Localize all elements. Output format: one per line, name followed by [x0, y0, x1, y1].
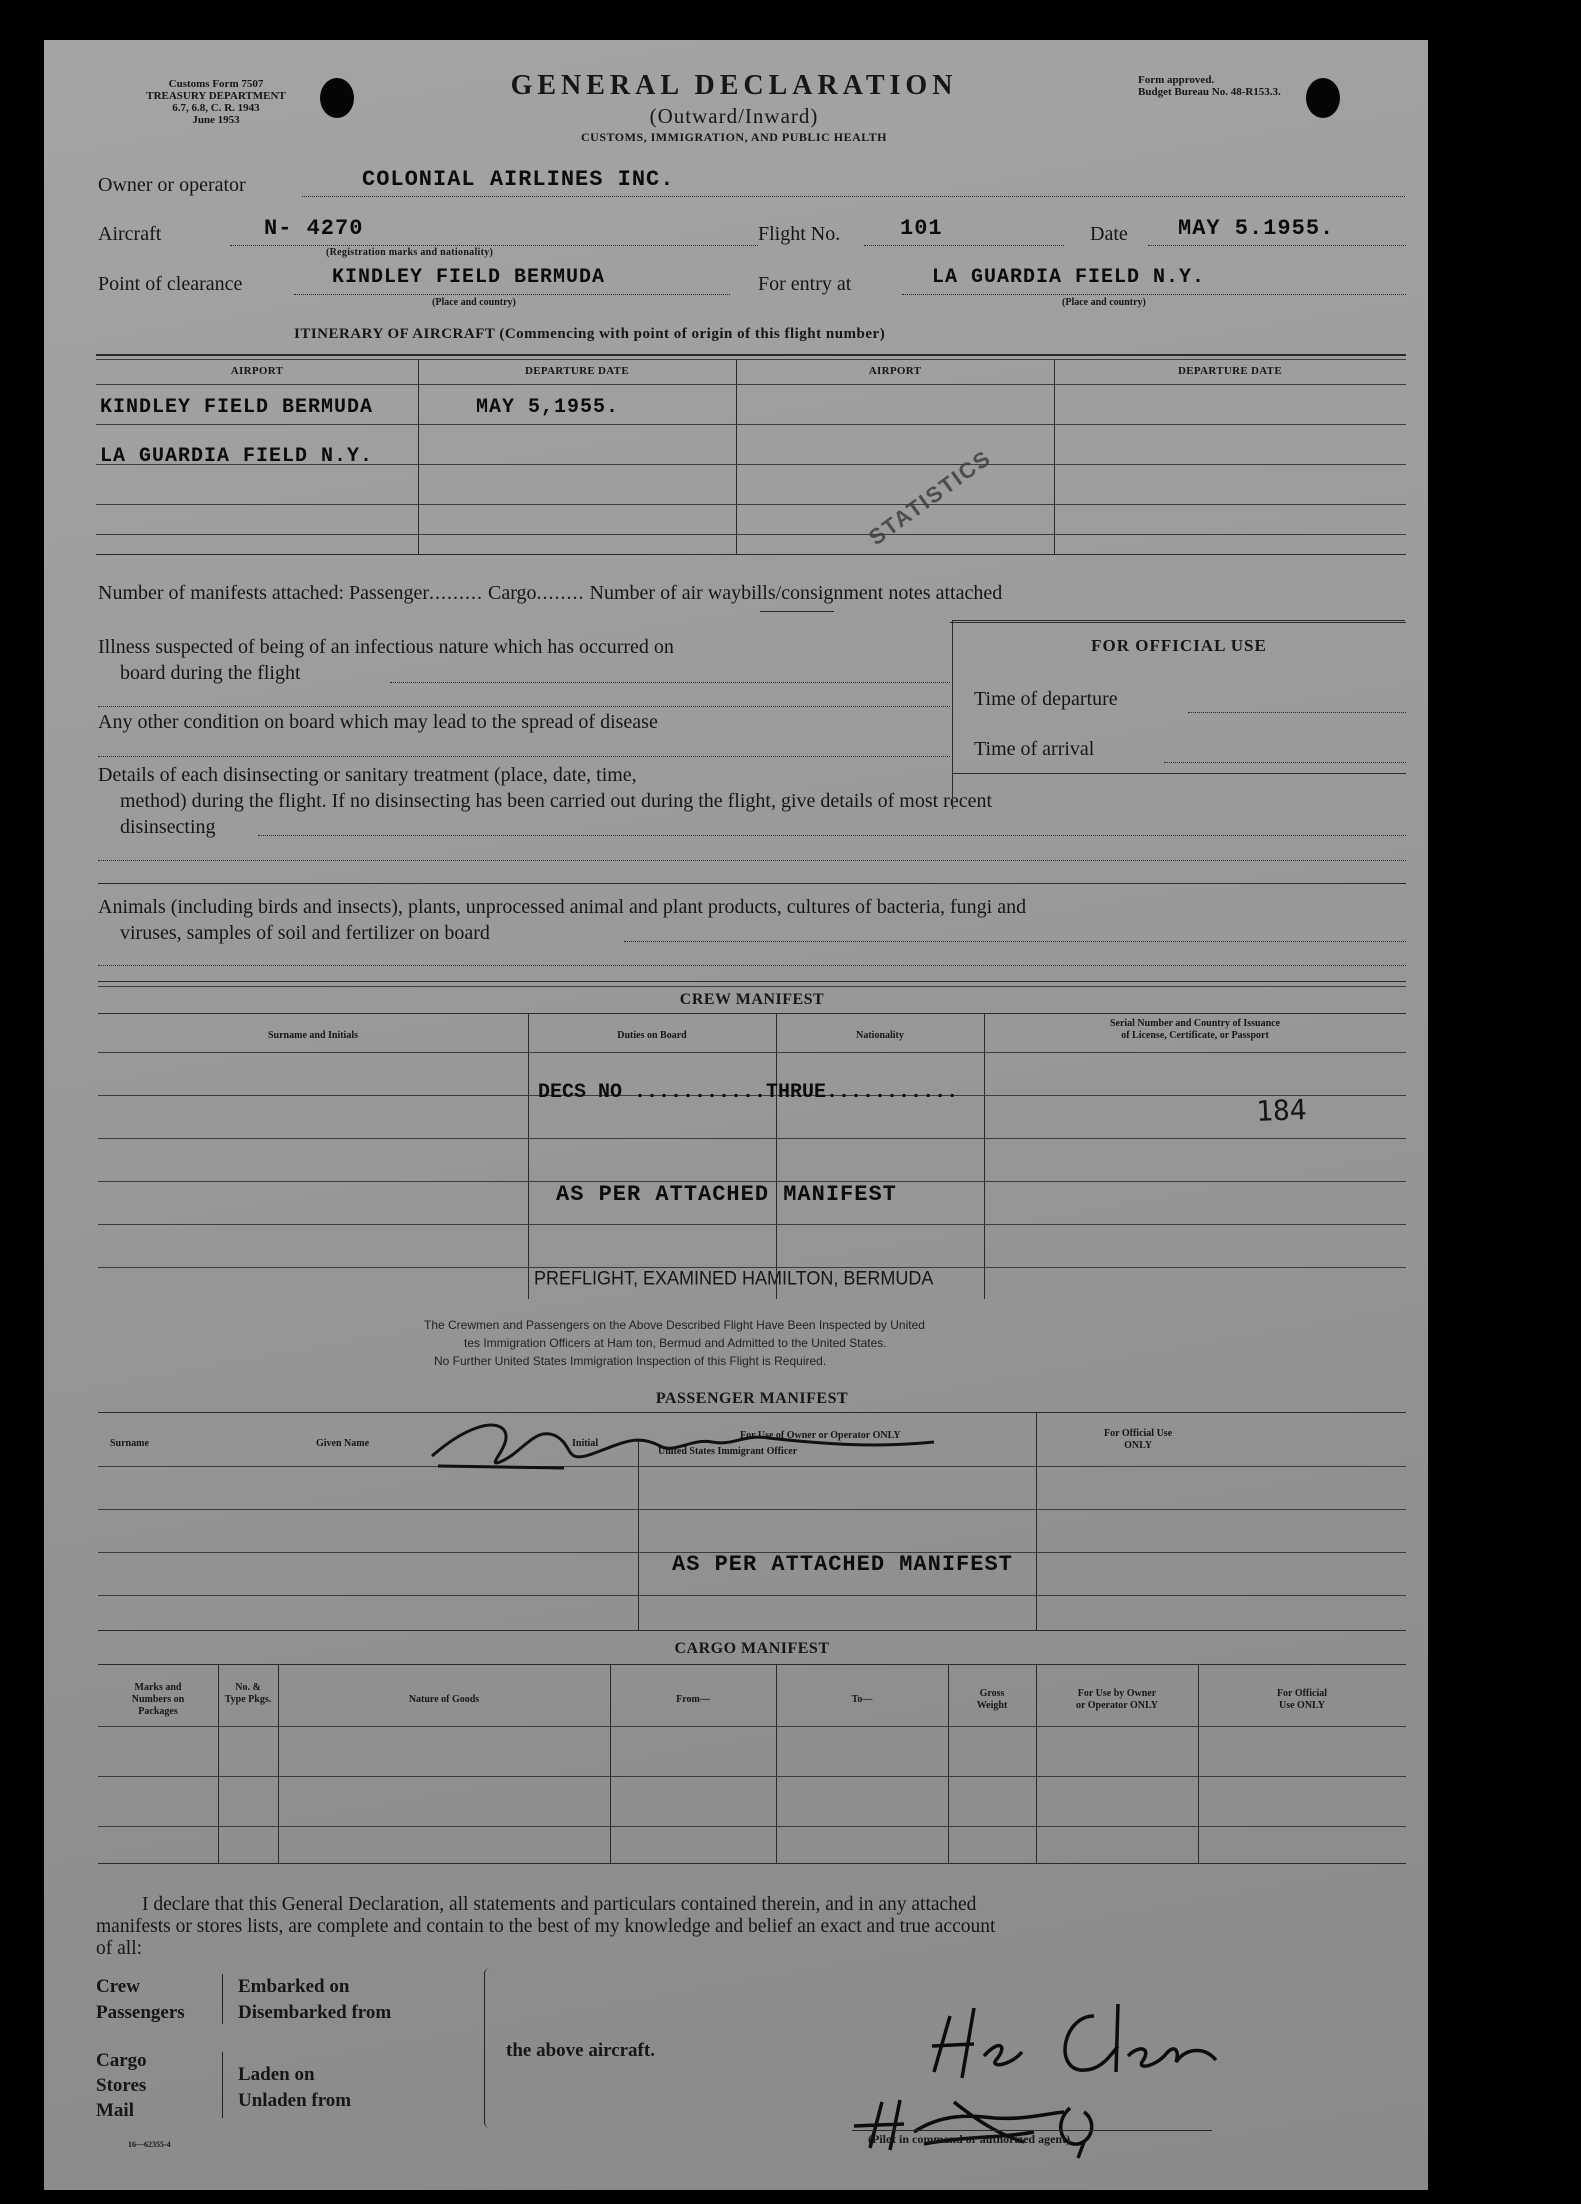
- disinsecting-label: Details of each disinsecting or sanitary treatment (place, date, time, method) during the flight. If no disinsecting has been carried out during the flight, give details of most recent disinsecting: [98, 764, 993, 838]
- cargo-header-goods: Nature of Goods: [408, 1694, 480, 1705]
- aircraft-value: N- 4270: [264, 216, 364, 241]
- declaration-crew-passengers: Crew Passengers: [96, 1976, 185, 2023]
- immigration-signature: [424, 1408, 944, 1478]
- crew-manifest-title: CREW MANIFEST: [679, 991, 825, 1008]
- form-number: Customs Form 7507 TREASURY DEPARTMENT 6.7, 6.8, C. R. 1943 June 1953: [146, 78, 286, 126]
- entry-label: For entry at: [758, 273, 852, 295]
- time-departure-label: Time of departure: [974, 688, 1118, 710]
- crew-header-duties: Duties on Board: [617, 1030, 687, 1041]
- brace-2: [214, 2052, 223, 2118]
- immigration-stamp: The Crewmen and Passengers on the Above Described Flight Have Been Inspected by United tes Immigration Officers at Ham ton, Bermud and Admitted to the United States. No Further United States Immigration Inspection of this Flight is Required.: [424, 1318, 925, 1368]
- budget-approval: Form approved. Budget Bureau No. 48-R153.3.: [1138, 74, 1281, 98]
- crew-header-surname: Surname and Initials: [267, 1030, 359, 1041]
- crew-attached-manifest: AS PER ATTACHED MANIFEST: [556, 1182, 897, 1207]
- entry-value: LA GUARDIA FIELD N.Y.: [932, 266, 1206, 289]
- passenger-manifest-title: PASSENGER MANIFEST: [655, 1390, 849, 1407]
- document-page: [44, 40, 1428, 2190]
- itinerary-row-1-date: MAY 5,1955.: [476, 396, 620, 419]
- entry-sublabel: (Place and country): [1062, 297, 1146, 308]
- passenger-attached-manifest: AS PER ATTACHED MANIFEST: [672, 1552, 1013, 1577]
- captain-signature: [904, 1986, 1234, 2096]
- punch-hole-right: [1306, 78, 1340, 118]
- cargo-header-weight: Gross Weight: [976, 1688, 1008, 1711]
- declaration-embarked: Embarked on Disembarked from: [238, 1976, 392, 2023]
- passenger-header-official: For Official Use ONLY: [1104, 1428, 1173, 1451]
- declaration-above-aircraft: the above aircraft.: [506, 2040, 655, 2061]
- date-value: MAY 5.1955.: [1178, 216, 1335, 241]
- initials-signature: [834, 2092, 1134, 2162]
- declaration-laden: Laden on Unladen from: [238, 2064, 352, 2111]
- owner-label: Owner or operator: [98, 174, 246, 196]
- owner-line: [302, 196, 1405, 197]
- print-code: 16—62355-4: [128, 2140, 171, 2149]
- clearance-value: KINDLEY FIELD BERMUDA: [332, 266, 606, 289]
- official-use-title: FOR OFFICIAL USE: [1091, 636, 1267, 655]
- cargo-header-from: From—: [676, 1694, 710, 1705]
- itinerary-header-departure-2: DEPARTURE DATE: [1178, 365, 1282, 377]
- cargo-header-to: To—: [851, 1694, 873, 1705]
- itinerary-title: ITINERARY OF AIRCRAFT (Commencing with point of origin of this flight number): [294, 326, 886, 342]
- cargo-header-pkgs: No. & Type Pkgs.: [224, 1682, 272, 1705]
- crew-header-nationality: Nationality: [856, 1030, 904, 1041]
- itinerary-header-departure-1: DEPARTURE DATE: [525, 365, 629, 377]
- crew-header-serial: Serial Number and Country of Issuance of License, Certificate, or Passport: [1109, 1018, 1281, 1041]
- time-arrival-label: Time of arrival: [974, 738, 1095, 760]
- passenger-header-owner: For Use of Owner or Operator ONLY: [740, 1430, 901, 1441]
- other-condition-label: Any other condition on board which may lead to the spread of disease: [98, 711, 658, 733]
- passenger-header-initial: Initial: [572, 1438, 599, 1449]
- cargo-manifest-title: CARGO MANIFEST: [674, 1640, 830, 1657]
- animals-label: Animals (including birds and insects), plants, unprocessed animal and plant products, cultures of bacteria, fungi and viruses, samples of soil and fertilizer on board: [98, 896, 1027, 944]
- cargo-header-marks: Marks and Numbers on Packages: [131, 1682, 185, 1717]
- crew-decs-line: DECS NO ...........THRUE...........: [538, 1081, 959, 1104]
- cargo-header-owner-use: For Use by Owner or Operator ONLY: [1075, 1688, 1159, 1711]
- itinerary-header-airport-1: AIRPORT: [230, 365, 284, 377]
- page-title: GENERAL DECLARATION: [510, 70, 958, 101]
- clearance-label: Point of clearance: [98, 273, 243, 295]
- date-label: Date: [1090, 223, 1128, 245]
- cargo-header-official-use: For Official Use ONLY: [1276, 1688, 1328, 1711]
- itinerary-row-1-airport: KINDLEY FIELD BERMUDA: [100, 396, 374, 419]
- manifests-attached-label: Number of manifests attached: Passenger......... Cargo........ Number of air waybills/consignment notes attached: [98, 582, 1003, 604]
- pilot-signature-label: (Pilot in command or authorized agent): [868, 2132, 1071, 2146]
- crew-handwritten-number: 184: [1255, 1093, 1308, 1128]
- passenger-header-given-name: Given Name: [316, 1438, 370, 1449]
- passenger-header-surname: Surname: [110, 1438, 149, 1449]
- declaration-text: I declare that this General Declaration, all statements and particulars contained therein, and in any attached manifests or stores lists, are complete and contain to the best of my knowledge and belief an exact and true account of all:: [96, 1894, 996, 1959]
- itinerary-row-2-airport: LA GUARDIA FIELD N.Y.: [100, 445, 374, 468]
- declaration-cargo-stores: Cargo Stores Mail: [96, 2050, 147, 2121]
- statistics-stamp: STATISTICS: [864, 444, 997, 551]
- page-subtitle: (Outward/Inward): [649, 104, 819, 128]
- aircraft-label: Aircraft: [98, 223, 162, 245]
- clearance-sublabel: (Place and country): [432, 297, 516, 308]
- brace-1: [214, 1974, 223, 2024]
- flight-no-label: Flight No.: [758, 223, 841, 245]
- aircraft-sublabel: (Registration marks and nationality): [326, 247, 494, 258]
- itinerary-header-airport-2: AIRPORT: [868, 365, 922, 377]
- illness-label: Illness suspected of being of an infectious nature which has occurred on board during the flight: [98, 636, 674, 684]
- preflight-stamp: PREFLIGHT, EXAMINED HAMILTON, BERMUDA: [534, 1266, 934, 1289]
- flight-no-value: 101: [900, 216, 943, 241]
- immigration-signature-label: United States Immigrant Officer: [658, 1446, 798, 1457]
- owner-value: COLONIAL AIRLINES INC.: [362, 167, 675, 192]
- header-note: CUSTOMS, IMMIGRATION, AND PUBLIC HEALTH: [581, 130, 887, 144]
